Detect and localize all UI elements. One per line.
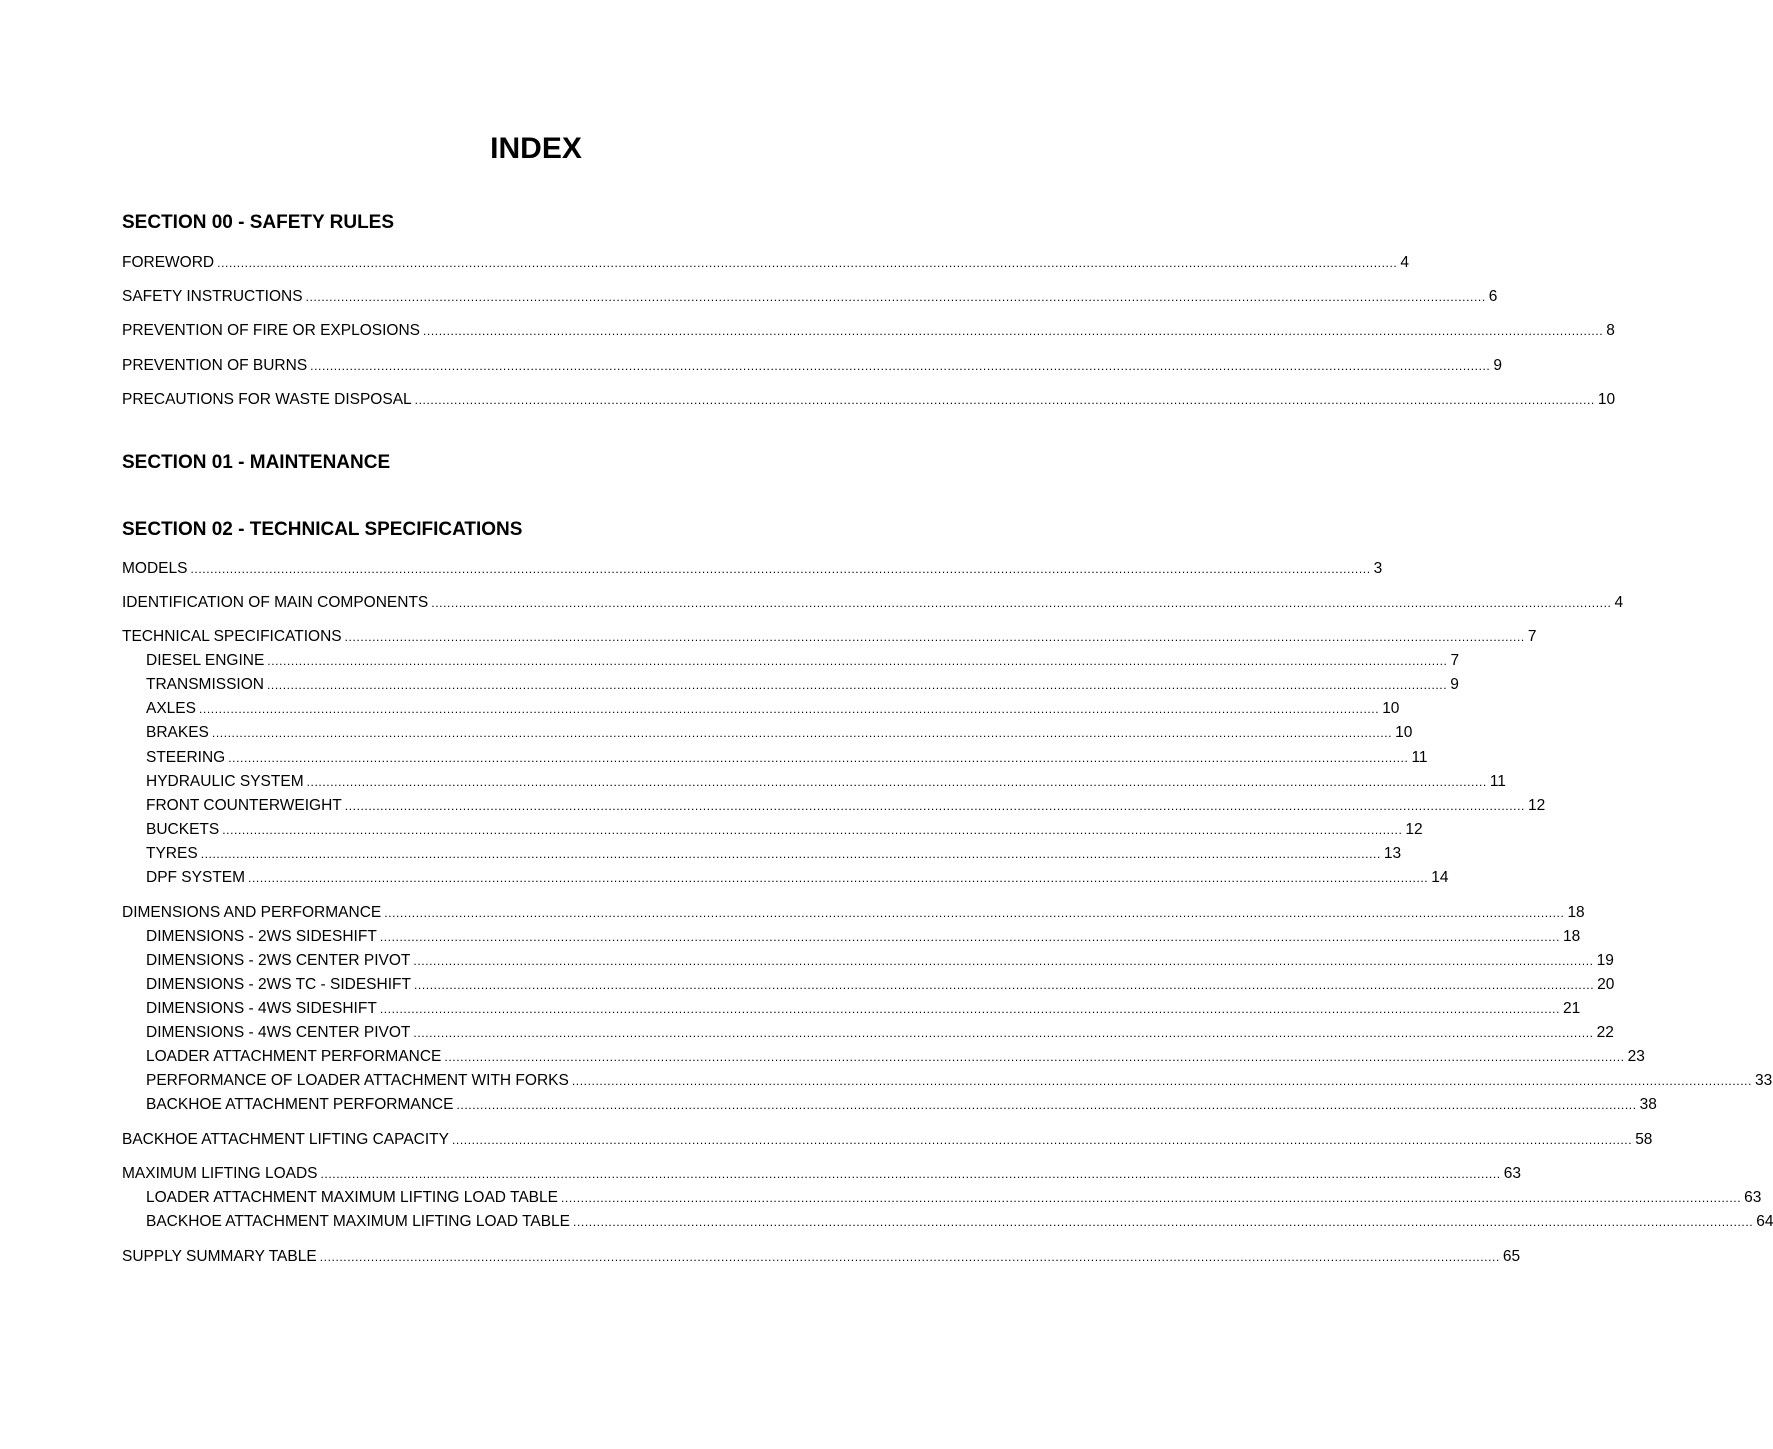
section-heading: SECTION 00 - SAFETY RULES — [122, 212, 395, 233]
toc-entry-label: DIESEL ENGINE — [146, 652, 265, 669]
toc-entry-page: 21 — [1563, 1000, 1581, 1017]
toc-entry-label: BACKHOE ATTACHMENT MAXIMUM LIFTING LOAD TABLE — [146, 1213, 571, 1230]
toc-subentry[interactable] — [146, 1022, 1614, 1042]
leader-dots: ............................................................................................................................................................................................................................................................................................................ — [444, 1050, 1625, 1064]
leader-dots: ............................................................................................................................................................................................................................................................................................................ — [560, 1191, 1742, 1205]
leader-dots: ............................................................................................................................................................................................................................................................................................................ — [456, 1098, 1637, 1112]
leader-dots: ............................................................................................................................................................................................................................................................................................................ — [190, 562, 1371, 576]
leader-dots: ............................................................................................................................................................................................................................................................................................................ — [413, 954, 1594, 968]
toc-entry-label: FRONT COUNTERWEIGHT — [146, 797, 342, 814]
toc-entry-page: 7 — [1450, 652, 1460, 669]
leader-dots: ............................................................................................................................................................................................................................................................................................................ — [198, 702, 1380, 716]
leader-dots: ............................................................................................................................................................................................................................................................................................................ — [267, 654, 1448, 668]
toc-entry[interactable] — [122, 902, 1585, 922]
toc-entry[interactable] — [122, 320, 1615, 340]
toc-subentry[interactable] — [146, 1187, 1762, 1207]
toc-entry-label: SUPPLY SUMMARY TABLE — [122, 1248, 317, 1265]
toc-entry-page: 63 — [1744, 1189, 1762, 1206]
leader-dots: ............................................................................................................................................................................................................................................................................................................ — [413, 978, 1595, 992]
toc-entry-label: BACKHOE ATTACHMENT LIFTING CAPACITY — [122, 1131, 449, 1148]
toc-entry-label: TRANSMISSION — [146, 676, 264, 693]
toc-subentry[interactable] — [146, 926, 1581, 946]
toc-subentry[interactable] — [146, 650, 1460, 670]
toc-entry-label: PREVENTION OF BURNS — [122, 357, 308, 374]
toc-entry-label: DIMENSIONS - 4WS SIDESHIFT — [146, 1000, 377, 1017]
toc-entry-page: 14 — [1431, 869, 1449, 886]
leader-dots: ............................................................................................................................................................................................................................................................................................................ — [248, 871, 1429, 885]
toc-entry-label: TYRES — [146, 845, 198, 862]
toc-subentry[interactable] — [146, 819, 1423, 839]
toc-entry-page: 12 — [1405, 821, 1423, 838]
leader-dots: ............................................................................................................................................................................................................................................................................................................ — [573, 1215, 1754, 1229]
toc-entry[interactable] — [122, 1163, 1521, 1183]
toc-entry-label: TECHNICAL SPECIFICATIONS — [122, 628, 342, 645]
toc-entry[interactable] — [122, 1129, 1653, 1149]
section-heading: SECTION 01 - MAINTENANCE — [122, 452, 391, 473]
toc-entry-page: 10 — [1395, 724, 1413, 741]
toc-entry-label: DIMENSIONS - 4WS CENTER PIVOT — [146, 1024, 411, 1041]
toc-entry-page: 64 — [1756, 1213, 1773, 1230]
toc-subentry[interactable] — [146, 1070, 1773, 1090]
leader-dots: ............................................................................................................................................................................................................................................................................................................ — [305, 290, 1486, 304]
toc-subentry[interactable] — [146, 867, 1449, 887]
leader-dots: ............................................................................................................................................................................................................................................................................................................ — [319, 1250, 1500, 1264]
toc-entry-page: 13 — [1383, 845, 1402, 862]
leader-dots: ............................................................................................................................................................................................................................................................................................................ — [384, 906, 1565, 920]
toc-entry-page: 10 — [1597, 391, 1616, 408]
toc-entry-label: LOADER ATTACHMENT MAXIMUM LIFTING LOAD TABLE — [146, 1189, 558, 1206]
leader-dots: ............................................................................................................................................................................................................................................................................................................ — [344, 799, 1525, 813]
leader-dots: ............................................................................................................................................................................................................................................................................................................ — [571, 1074, 1753, 1088]
toc-subentry[interactable] — [146, 795, 1546, 815]
toc-entry-page: 11 — [1411, 749, 1428, 766]
toc-entry-page: 7 — [1527, 628, 1537, 645]
toc-entry-page: 9 — [1493, 357, 1502, 374]
toc-entry[interactable] — [122, 626, 1537, 646]
toc-entry-page: 23 — [1627, 1048, 1645, 1065]
toc-subentry[interactable] — [146, 998, 1581, 1018]
toc-entry-label: MAXIMUM LIFTING LOADS — [122, 1165, 318, 1182]
toc-entry-page: 9 — [1450, 676, 1459, 693]
leader-dots: ............................................................................................................................................................................................................................................................................................................ — [222, 823, 1403, 837]
leader-dots: ............................................................................................................................................................................................................................................................................................................ — [344, 630, 1525, 644]
toc-subentry[interactable] — [146, 1094, 1657, 1114]
toc-entry-label: STEERING — [146, 749, 226, 766]
leader-dots: ............................................................................................................................................................................................................................................................................................................ — [306, 775, 1487, 789]
toc-entry-label: DIMENSIONS - 2WS CENTER PIVOT — [146, 952, 411, 969]
toc-entry-label: MODELS — [122, 560, 188, 577]
toc-entry-page: 8 — [1606, 322, 1615, 339]
toc-entry[interactable] — [122, 1246, 1521, 1266]
toc-entry-page: 12 — [1527, 797, 1546, 814]
toc-entry[interactable] — [122, 389, 1616, 409]
toc-entry-page: 22 — [1596, 1024, 1614, 1041]
toc-entry-label: DIMENSIONS AND PERFORMANCE — [122, 904, 382, 921]
toc-entry-label: PRECAUTIONS FOR WASTE DISPOSAL — [122, 391, 412, 408]
toc-entry-page: 6 — [1488, 288, 1498, 305]
toc-entry[interactable] — [122, 355, 1502, 375]
toc-subentry[interactable] — [146, 1046, 1645, 1066]
leader-dots: ............................................................................................................................................................................................................................................................................................................ — [413, 1026, 1594, 1040]
toc-entry-page: 38 — [1639, 1096, 1657, 1113]
leader-dots: ............................................................................................................................................................................................................................................................................................................ — [423, 324, 1604, 338]
leader-dots: ............................................................................................................................................................................................................................................................................................................ — [414, 393, 1595, 407]
toc-entry-label: BACKHOE ATTACHMENT PERFORMANCE — [146, 1096, 454, 1113]
leader-dots: ............................................................................................................................................................................................................................................................................................................ — [379, 1002, 1561, 1016]
toc-subentry[interactable] — [146, 674, 1459, 694]
toc-entry-label: LOADER ATTACHMENT PERFORMANCE — [146, 1048, 442, 1065]
toc-entry-page: 10 — [1382, 700, 1400, 717]
toc-subentry[interactable] — [146, 950, 1614, 970]
toc-entry-label: IDENTIFICATION OF MAIN COMPONENTS — [122, 594, 429, 611]
toc-entry-label: BUCKETS — [146, 821, 220, 838]
leader-dots: ............................................................................................................................................................................................................................................................................................................ — [379, 930, 1561, 944]
leader-dots: ............................................................................................................................................................................................................................................................................................................ — [266, 678, 1448, 692]
toc-subentry[interactable] — [146, 747, 1428, 767]
toc-entry-label: DPF SYSTEM — [146, 869, 246, 886]
toc-entry-label: DIMENSIONS - 2WS TC - SIDESHIFT — [146, 976, 411, 993]
toc-entry[interactable] — [122, 286, 1498, 306]
leader-dots: ............................................................................................................................................................................................................................................................................................................ — [310, 359, 1491, 373]
toc-entry[interactable] — [122, 558, 1383, 578]
leader-dots: ............................................................................................................................................................................................................................................................................................................ — [228, 751, 1409, 765]
leader-dots: ............................................................................................................................................................................................................................................................................................................ — [211, 726, 1393, 740]
toc-subentry[interactable] — [146, 722, 1413, 742]
leader-dots: ............................................................................................................................................................................................................................................................................................................ — [320, 1167, 1501, 1181]
leader-dots: ............................................................................................................................................................................................................................................................................................................ — [200, 847, 1381, 861]
toc-entry-page: 18 — [1567, 904, 1585, 921]
toc-subentry[interactable] — [146, 698, 1400, 718]
leader-dots: ............................................................................................................................................................................................................................................................................................................ — [431, 596, 1612, 610]
toc-entry-page: 4 — [1400, 254, 1409, 271]
leader-dots: ............................................................................................................................................................................................................................................................................................................ — [217, 256, 1398, 270]
toc-subentry[interactable] — [146, 771, 1506, 791]
toc-entry-page: 3 — [1373, 560, 1383, 577]
toc-entry-page: 19 — [1596, 952, 1614, 969]
toc-entry-label: BRAKES — [146, 724, 209, 741]
toc-entry-label: SAFETY INSTRUCTIONS — [122, 288, 303, 305]
toc-subentry[interactable] — [146, 843, 1402, 863]
toc-entry-label: AXLES — [146, 700, 196, 717]
toc-entry-page: 65 — [1502, 1248, 1521, 1265]
toc-entry-page: 33 — [1755, 1072, 1773, 1089]
toc-entry[interactable] — [122, 592, 1624, 612]
page-title: INDEX — [490, 132, 582, 165]
toc-entry-label: PREVENTION OF FIRE OR EXPLOSIONS — [122, 322, 420, 339]
toc-entry-page: 18 — [1563, 928, 1581, 945]
toc-entry-page: 58 — [1635, 1131, 1653, 1148]
toc-subentry[interactable] — [146, 1211, 1773, 1231]
toc-entry-label: FOREWORD — [122, 254, 215, 271]
toc-entry-page: 4 — [1614, 594, 1624, 611]
toc-entry-page: 11 — [1489, 773, 1506, 790]
toc-subentry[interactable] — [146, 974, 1615, 994]
section-heading: SECTION 02 - TECHNICAL SPECIFICATIONS — [122, 519, 523, 540]
toc-entry-label: DIMENSIONS - 2WS SIDESHIFT — [146, 928, 377, 945]
toc-entry-page: 20 — [1597, 976, 1615, 993]
toc-entry-page: 63 — [1503, 1165, 1521, 1182]
toc-entry[interactable] — [122, 252, 1409, 272]
toc-entry-label: HYDRAULIC SYSTEM — [146, 773, 304, 790]
toc-entry-label: PERFORMANCE OF LOADER ATTACHMENT WITH FORKS — [146, 1072, 569, 1089]
leader-dots: ............................................................................................................................................................................................................................................................................................................ — [451, 1133, 1633, 1147]
